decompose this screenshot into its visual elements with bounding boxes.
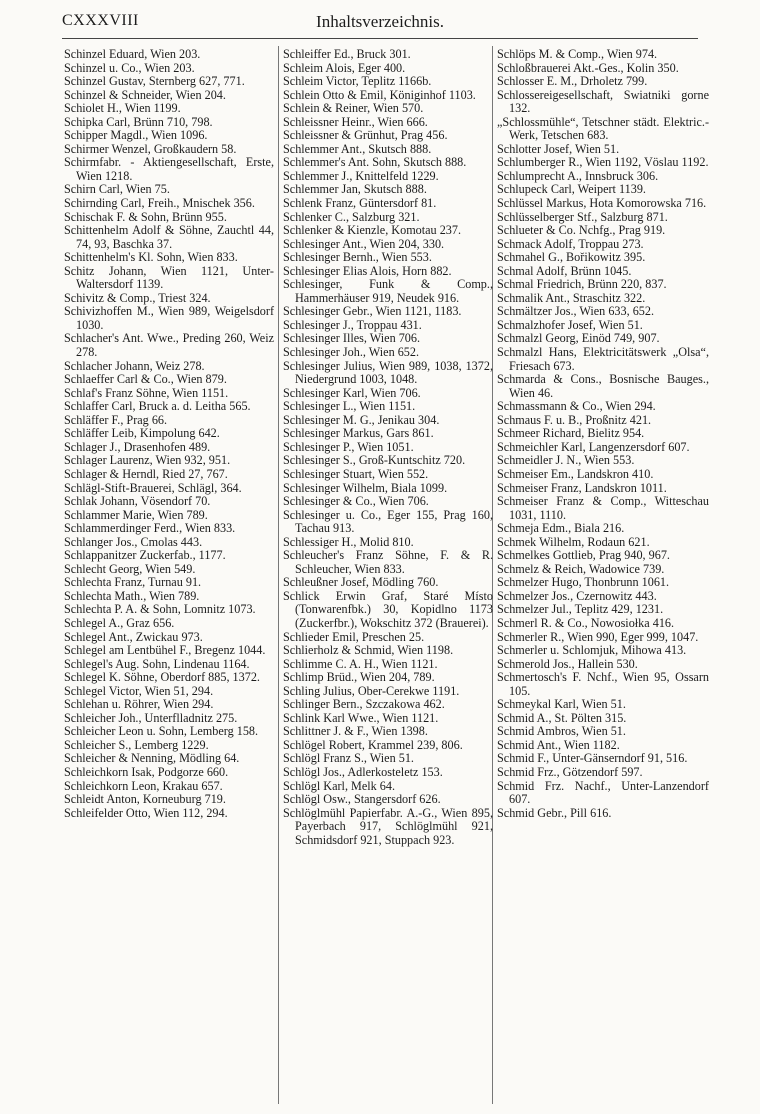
index-entry: Schlueter & Co. Nchfg., Prag 919. bbox=[497, 223, 666, 238]
index-entry: Schlink Karl Wwe., Wien 1121. bbox=[283, 710, 439, 725]
column-divider bbox=[278, 46, 279, 1104]
index-entry: Schmahel G., Bořikowitz 395. bbox=[497, 250, 646, 265]
index-entry: Schmalzl Georg, Einöd 749, 907. bbox=[497, 331, 660, 346]
index-entry: Schmid Frz. Nachf., Unter-Lanzendorf 607. bbox=[497, 778, 709, 807]
index-entry: Schirn Carl, Wien 75. bbox=[64, 182, 170, 197]
index-entry: Schittenhelm Adolf & Söhne, Zauchtl 44, 74, 93, Baschka 37. bbox=[64, 223, 274, 251]
index-entry: Schlossereigesellschaft, Swiatniki gorne 132. bbox=[497, 87, 709, 116]
index-entry: Schittenhelm's Kl. Sohn, Wien 833. bbox=[64, 250, 238, 265]
index-entry: Schlein & Reiner, Wien 570. bbox=[283, 101, 424, 116]
index-entry: Schleicher & Nenning, Mödling 64. bbox=[64, 751, 240, 766]
index-entry: Schlenker C., Salzburg 321. bbox=[283, 209, 420, 224]
index-entry: Schiolet H., Wien 1199. bbox=[64, 101, 181, 116]
index-entry: Schmeidler J. N., Wien 553. bbox=[497, 453, 635, 468]
index-entry: Schmal Adolf, Brünn 1045. bbox=[497, 263, 632, 278]
index-entry: Schleucher's Franz Söhne, F. & R. Schleucher, Wien 833. bbox=[283, 548, 493, 576]
index-entry: Schlammerdinger Ferd., Wien 833. bbox=[64, 521, 236, 536]
index-entry: Schlesinger Illes, Wien 706. bbox=[283, 331, 421, 346]
index-entry: Schmack Adolf, Troppau 273. bbox=[497, 236, 644, 251]
index-entry: Schlesinger, Funk & Comp., Hammerhäuser 919, Neudek 916. bbox=[283, 277, 493, 305]
index-entry: Schlemmer Ant., Skutsch 888. bbox=[283, 141, 432, 156]
index-entry: Schlesinger S., Groß-Kuntschitz 720. bbox=[283, 453, 466, 468]
index-entry: Schlöps M. & Comp., Wien 974. bbox=[497, 47, 658, 61]
index-entry: Schlegel's Aug. Sohn, Lindenau 1164. bbox=[64, 656, 250, 671]
index-entry: Schmaus F. u. B., Proßnitz 421. bbox=[497, 412, 652, 427]
index-entry: Schlögl Osw., Stangersdorf 626. bbox=[283, 792, 441, 807]
index-entry: Schmerold Jos., Hallein 530. bbox=[497, 656, 638, 671]
index-entry: Schlesinger J., Troppau 431. bbox=[283, 317, 422, 332]
index-entry: Schleicher S., Lemberg 1229. bbox=[64, 737, 209, 752]
index-entry: Schling Julius, Ober-Cerekwe 1191. bbox=[283, 683, 460, 698]
index-entry: Schmelkes Gottlieb, Prag 940, 967. bbox=[497, 548, 670, 563]
index-entry: Schmelzer Jos., Czernowitz 443. bbox=[497, 588, 657, 603]
index-entry: Schipka Carl, Brünn 710, 798. bbox=[64, 114, 213, 129]
index-entry: Schleim Alois, Eger 400. bbox=[283, 60, 406, 75]
index-entry: Schlesinger u. Co., Eger 155, Prag 160, Tachau 913. bbox=[283, 507, 493, 536]
index-entry: Schlegel am Lentbühel F., Bregenz 1044. bbox=[64, 643, 266, 658]
index-entry: Schleiffer Ed., Bruck 301. bbox=[283, 47, 411, 61]
index-entry: Schmeer Richard, Bielitz 954. bbox=[497, 426, 645, 441]
index-entry: Schlierholz & Schmid, Wien 1198. bbox=[283, 643, 454, 658]
index-entry: Schlesinger Joh., Wien 652. bbox=[283, 345, 420, 360]
index-column-3 bbox=[497, 48, 709, 820]
index-entry: Schlögl Jos., Adlerkosteletz 153. bbox=[283, 764, 443, 779]
index-entry: Schmeiser Franz, Landskron 1011. bbox=[497, 480, 667, 495]
index-entry: Schlager & Herndl, Ried 27, 767. bbox=[64, 466, 228, 481]
index-entry: Schlegel K. Söhne, Oberdorf 885, 1372. bbox=[64, 670, 260, 685]
index-entry: Schitz Johann, Wien 1121, Unter-Waltersdorf 1139. bbox=[64, 263, 274, 292]
index-entry: Schmek Wilhelm, Rodaun 621. bbox=[497, 534, 650, 549]
index-entry: Schlumberger R., Wien 1192, Vöslau 1192. bbox=[497, 155, 709, 170]
index-entry: Schmeichler Karl, Langenzersdorf 607. bbox=[497, 439, 690, 454]
index-entry: Schlaf's Franz Söhne, Wien 1151. bbox=[64, 385, 229, 400]
index-entry: Schlappanitzer Zuckerfab., 1177. bbox=[64, 548, 226, 563]
index-entry: Schleußner Josef, Mödling 760. bbox=[283, 575, 439, 590]
index-entry: Schirmfabr. - Aktiengesellschaft, Erste, Wien 1218. bbox=[64, 155, 274, 183]
index-entry: Schmalzhofer Josef, Wien 51. bbox=[497, 317, 643, 332]
index-entry: Schmarda & Cons., Bosnische Bauges., Wien 46. bbox=[497, 372, 709, 400]
index-entry: Schlesinger Ant., Wien 204, 330. bbox=[283, 236, 445, 251]
index-entry: Schlimp Brüd., Wien 204, 789. bbox=[283, 670, 435, 685]
index-entry: Schmeiser Em., Landskron 410. bbox=[497, 466, 654, 481]
index-entry: Schirmer Wenzel, Großkaudern 58. bbox=[64, 141, 237, 156]
index-column-1 bbox=[64, 48, 274, 820]
index-entry: Schleicher Joh., Unterflladnitz 275. bbox=[64, 710, 238, 725]
index-entry: Schlacher Johann, Weiz 278. bbox=[64, 358, 205, 373]
index-entry: Schleim Victor, Teplitz 1166b. bbox=[283, 74, 432, 89]
index-entry: Schlesinger Bernh., Wien 553. bbox=[283, 250, 432, 265]
index-entry: Schlimme C. A. H., Wien 1121. bbox=[283, 656, 438, 671]
index-entry: Schlemmer's Ant. Sohn, Skutsch 888. bbox=[283, 155, 467, 170]
index-entry: Schlenk Franz, Güntersdorf 81. bbox=[283, 196, 437, 211]
index-entry: Schlüsselberger Stf., Salzburg 871. bbox=[497, 209, 668, 224]
index-entry: Schinzel Eduard, Wien 203. bbox=[64, 47, 201, 61]
index-entry: Schleichkorn Isak, Podgorze 660. bbox=[64, 764, 229, 779]
page-number: CXXXVIII bbox=[62, 12, 139, 29]
index-entry: Schleifelder Otto, Wien 112, 294. bbox=[64, 805, 228, 820]
index-entry: Schlüssel Markus, Hota Komorowska 716. bbox=[497, 196, 707, 211]
index-entry: Schlesinger Wilhelm, Biala 1099. bbox=[283, 480, 448, 495]
index-entry: Schlessiger H., Molid 810. bbox=[283, 534, 414, 549]
index-entry: Schipper Magdl., Wien 1096. bbox=[64, 128, 208, 143]
index-entry: Schmalzl Hans, Elektricitätswerk „Olsa“, Friesach 673. bbox=[497, 345, 709, 373]
index-entry: Schmalik Ant., Straschitz 322. bbox=[497, 290, 646, 305]
index-entry: Schlegel Ant., Zwickau 973. bbox=[64, 629, 203, 644]
index-entry: Schmelzer Hugo, Thonbrunn 1061. bbox=[497, 575, 670, 590]
index-entry: Schloßbrauerei Akt.-Ges., Kolin 350. bbox=[497, 60, 679, 75]
index-entry: Schlegel Victor, Wien 51, 294. bbox=[64, 683, 214, 698]
index-entry: Schlesinger Elias Alois, Horn 882. bbox=[283, 263, 452, 278]
index-entry: Schlöglmühl Papierfabr. A.-G., Wien 895, Payerbach 917, Schlöglmühl 921, Schmidsdorf 921, Stuppach 923. bbox=[283, 805, 493, 847]
index-entry: Schmassmann & Co., Wien 294. bbox=[497, 399, 656, 414]
index-entry: Schmid F., Unter-Gänserndorf 91, 516. bbox=[497, 751, 688, 766]
index-entry: Schinzel Gustav, Sternberg 627, 771. bbox=[64, 74, 245, 89]
index-entry: Schlick Erwin Graf, Staré Místo (Tonwarenfbk.) 30, Kopidlno 1173 (Zuckerfbr.), Wokschitz 372 (Brauerei). bbox=[283, 588, 493, 630]
index-entry: „Schlossmühle“, Tetschner städt. Elektric.-Werk, Tetschen 683. bbox=[497, 114, 709, 143]
index-entry: Schlägl-Stift-Brauerei, Schlägl, 364. bbox=[64, 480, 242, 495]
index-entry: Schivizhoffen M., Wien 989, Weigelsdorf 1030. bbox=[64, 304, 274, 332]
index-entry: Schlegel A., Graz 656. bbox=[64, 615, 175, 630]
index-entry: Schmid A., St. Pölten 315. bbox=[497, 710, 627, 725]
index-entry: Schivitz & Comp., Triest 324. bbox=[64, 290, 211, 305]
index-entry: Schlieder Emil, Preschen 25. bbox=[283, 629, 425, 644]
index-entry: Schleicher Leon u. Sohn, Lemberg 158. bbox=[64, 724, 259, 739]
index-entry: Schlein Otto & Emil, Königinhof 1103. bbox=[283, 87, 476, 102]
index-entry: Schlak Johann, Vösendorf 70. bbox=[64, 494, 211, 509]
index-entry: Schlammer Marie, Wien 789. bbox=[64, 507, 208, 522]
index-entry: Schlesinger M. G., Jenikau 304. bbox=[283, 412, 440, 427]
index-entry: Schleichkorn Leon, Krakau 657. bbox=[64, 778, 223, 793]
index-entry: Schlögl Karl, Melk 64. bbox=[283, 778, 396, 793]
index-entry: Schlaeffer Carl & Co., Wien 879. bbox=[64, 372, 227, 387]
index-entry: Schmid Ambros, Wien 51. bbox=[497, 724, 626, 739]
index-entry: Schischak F. & Sohn, Brünn 955. bbox=[64, 209, 227, 224]
index-entry: Schmelzer Jul., Teplitz 429, 1231. bbox=[497, 602, 664, 617]
index-column-2 bbox=[283, 48, 493, 847]
index-entry: Schlögl Franz S., Wien 51. bbox=[283, 751, 414, 766]
index-entry: Schmelz & Reich, Wadowice 739. bbox=[497, 561, 665, 576]
index-entry: Schlanger Jos., Cmolas 443. bbox=[64, 534, 203, 549]
index-entry: Schläffer Leib, Kimpolung 642. bbox=[64, 426, 220, 441]
index-entry: Schleissner & Grünhut, Prag 456. bbox=[283, 128, 448, 143]
index-entry: Schlemmer Jan, Skutsch 888. bbox=[283, 182, 427, 197]
index-entry: Schirnding Carl, Freih., Mnischek 356. bbox=[64, 196, 255, 211]
index-entry: Schlechta P. A. & Sohn, Lomnitz 1073. bbox=[64, 602, 256, 617]
index-entry: Schlacher's Ant. Wwe., Preding 260, Weiz 278. bbox=[64, 331, 274, 360]
index-entry: Schlechta Franz, Turnau 91. bbox=[64, 575, 202, 590]
index-entry: Schmeiser Franz & Comp., Witteschau 1031, 1110. bbox=[497, 494, 709, 522]
index-entry: Schmerler u. Schlomjuk, Mihowa 413. bbox=[497, 643, 687, 658]
index-entry: Schmerler R., Wien 990, Eger 999, 1047. bbox=[497, 629, 699, 644]
index-entry: Schlesinger Gebr., Wien 1121, 1183. bbox=[283, 304, 462, 319]
index-entry: Schlosser E. M., Drholetz 799. bbox=[497, 74, 648, 89]
index-entry: Schlager J., Drasenhofen 489. bbox=[64, 439, 211, 454]
index-entry: Schlenker & Kienzle, Komotau 237. bbox=[283, 223, 462, 238]
index-entry: Schlesinger Markus, Gars 861. bbox=[283, 426, 434, 441]
index-entry: Schlecht Georg, Wien 549. bbox=[64, 561, 196, 576]
index-entry: Schlemmer J., Knittelfeld 1229. bbox=[283, 168, 439, 183]
page-header bbox=[62, 10, 698, 39]
index-entry: Schlehan u. Röhrer, Wien 294. bbox=[64, 697, 214, 712]
index-entry: Schlupeck Carl, Weipert 1139. bbox=[497, 182, 646, 197]
index-entry: Schmältzer Jos., Wien 633, 652. bbox=[497, 304, 655, 319]
index-entry: Schmid Frz., Götzendorf 597. bbox=[497, 764, 643, 779]
index-entry: Schinzel u. Co., Wien 203. bbox=[64, 60, 195, 75]
index-entry: Schlittner J. & F., Wien 1398. bbox=[283, 724, 428, 739]
index-entry: Schmertosch's F. Nchf., Wien 95, Ossarn 105. bbox=[497, 670, 709, 698]
index-entry: Schlesinger P., Wien 1051. bbox=[283, 439, 414, 454]
index-entry: Schmerl R. & Co., Nowosiołka 416. bbox=[497, 615, 675, 630]
index-entry: Schmal Friedrich, Brünn 220, 837. bbox=[497, 277, 667, 292]
index-entry: Schmid Ant., Wien 1182. bbox=[497, 737, 620, 752]
index-entry: Schlinger Bern., Szczakowa 462. bbox=[283, 697, 445, 712]
index-entry: Schleissner Heinr., Wien 666. bbox=[283, 114, 428, 129]
index-entry: Schlesinger & Co., Wien 706. bbox=[283, 494, 429, 509]
index-entry: Schlesinger Karl, Wien 706. bbox=[283, 385, 421, 400]
index-entry: Schlesinger Julius, Wien 989, 1038, 1372, Niedergrund 1003, 1048. bbox=[283, 358, 493, 387]
index-entry: Schleidt Anton, Korneuburg 719. bbox=[64, 792, 226, 807]
index-entry: Schinzel & Schneider, Wien 204. bbox=[64, 87, 226, 102]
index-entry: Schlögel Robert, Krammel 239, 806. bbox=[283, 737, 463, 752]
index-entry: Schlaffer Carl, Bruck a. d. Leitha 565. bbox=[64, 399, 251, 414]
index-entry: Schlechta Math., Wien 789. bbox=[64, 588, 200, 603]
index-entry: Schläffer F., Prag 66. bbox=[64, 412, 168, 427]
index-entry: Schlager Laurenz, Wien 932, 951. bbox=[64, 453, 231, 468]
index-entry: Schmeykal Karl, Wien 51. bbox=[497, 697, 626, 712]
index-entry: Schlesinger L., Wien 1151. bbox=[283, 399, 416, 414]
index-entry: Schlesinger Stuart, Wien 552. bbox=[283, 466, 429, 481]
index-entry: Schlumprecht A., Innsbruck 306. bbox=[497, 168, 659, 183]
running-title: Inhaltsverzeichnis. bbox=[316, 12, 444, 31]
index-entry: Schlotter Josef, Wien 51. bbox=[497, 141, 620, 156]
index-entry: Schmid Gebr., Pill 616. bbox=[497, 805, 612, 820]
index-entry: Schmeja Edm., Biala 216. bbox=[497, 521, 625, 536]
